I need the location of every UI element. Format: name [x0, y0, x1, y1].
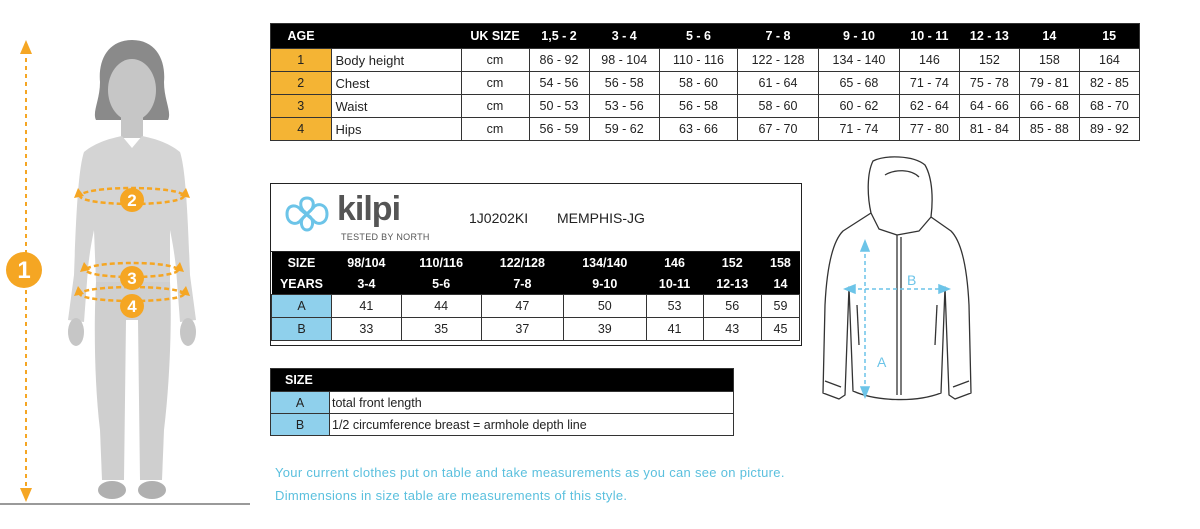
row-number: 2 — [271, 72, 332, 95]
measurement-legend-table — [270, 368, 734, 436]
product-model: MEMPHIS-JG — [557, 210, 645, 226]
marker-4-label: 4 — [127, 297, 137, 316]
cell: 98 - 104 — [589, 49, 659, 72]
cell: 56 - 59 — [529, 118, 589, 141]
cell: 47 — [481, 295, 563, 318]
row-number: 4 — [271, 118, 332, 141]
table-row — [272, 295, 800, 318]
cell: 62 - 64 — [899, 95, 959, 118]
cell: 71 - 74 — [818, 118, 899, 141]
cell: 50 — [564, 295, 646, 318]
size-col: 122/128 — [481, 252, 563, 273]
cell: 35 — [401, 318, 481, 341]
row-label: Hips — [331, 118, 461, 141]
size-col: 98/104 — [332, 252, 402, 273]
cell: 44 — [401, 295, 481, 318]
size-row — [272, 252, 800, 273]
cell: 64 - 66 — [959, 95, 1019, 118]
jacket-label-b: B — [907, 272, 917, 288]
cell: 85 - 88 — [1019, 118, 1079, 141]
cell: 71 - 74 — [899, 72, 959, 95]
header-col: 3 - 4 — [589, 24, 659, 49]
height-arrow-top — [20, 40, 32, 54]
marker-1-label: 1 — [17, 257, 31, 284]
header-col: 1,5 - 2 — [529, 24, 589, 49]
jacket-label-a: A — [877, 354, 887, 370]
cell: 75 - 78 — [959, 72, 1019, 95]
cell: 43 — [703, 318, 761, 341]
body-measurement-figure — [0, 20, 250, 510]
legend-label: B — [271, 414, 330, 436]
cell: 89 - 92 — [1079, 118, 1139, 141]
cell: 63 - 66 — [659, 118, 737, 141]
cell: 41 — [646, 318, 703, 341]
row-label: Body height — [331, 49, 461, 72]
size-col: 134/140 — [564, 252, 646, 273]
size-label: SIZE — [272, 252, 332, 273]
kilpi-knot-icon — [281, 194, 333, 234]
header-col: 10 - 11 — [899, 24, 959, 49]
size-col: 158 — [761, 252, 799, 273]
row-label: A — [272, 295, 332, 318]
size-col: 152 — [703, 252, 761, 273]
cell: 77 - 80 — [899, 118, 959, 141]
product-code: 1J0202KI — [469, 210, 529, 226]
cell: 39 — [564, 318, 646, 341]
row-unit: cm — [461, 95, 529, 118]
height-arrow-bottom — [20, 488, 32, 502]
cell: 110 - 116 — [659, 49, 737, 72]
cell: 158 — [1019, 49, 1079, 72]
table-row — [271, 49, 1140, 72]
cell: 61 - 64 — [738, 72, 819, 95]
body-size-table — [270, 23, 1140, 141]
brand-logo: kilpi — [337, 190, 401, 228]
cell: 86 - 92 — [529, 49, 589, 72]
legend-label: A — [271, 392, 330, 414]
years-col: 3-4 — [332, 273, 402, 295]
row-number: 1 — [271, 49, 332, 72]
cell: 82 - 85 — [1079, 72, 1139, 95]
marker-2-label: 2 — [127, 191, 137, 210]
note-line-1: Your current clothes put on table and take measurements as you can see on picture. — [275, 465, 785, 480]
years-label: YEARS — [272, 273, 332, 295]
cell: 146 — [899, 49, 959, 72]
cell: 59 - 62 — [589, 118, 659, 141]
table-row — [271, 72, 1140, 95]
header-uk-size: UK SIZE — [461, 24, 529, 49]
header-age: AGE — [271, 24, 332, 49]
cell: 58 - 60 — [659, 72, 737, 95]
legend-header-row — [271, 369, 734, 392]
cell: 56 — [703, 295, 761, 318]
cell: 50 - 53 — [529, 95, 589, 118]
header-col: 9 - 10 — [818, 24, 899, 49]
note-line-2: Dimmensions in size table are measurements of this style. — [275, 488, 628, 503]
row-label: B — [272, 318, 332, 341]
row-unit: cm — [461, 118, 529, 141]
years-col: 7-8 — [481, 273, 563, 295]
body-table-header-row — [271, 24, 1140, 49]
cell: 122 - 128 — [738, 49, 819, 72]
cell: 56 - 58 — [659, 95, 737, 118]
cell: 33 — [332, 318, 402, 341]
cell: 164 — [1079, 49, 1139, 72]
header-col: 5 - 6 — [659, 24, 737, 49]
table-row — [271, 118, 1140, 141]
cell: 56 - 58 — [589, 72, 659, 95]
cell: 59 — [761, 295, 799, 318]
cell: 134 - 140 — [818, 49, 899, 72]
row-number: 3 — [271, 95, 332, 118]
size-col: 146 — [646, 252, 703, 273]
table-row — [271, 414, 734, 436]
table-row — [271, 95, 1140, 118]
jacket-diagram — [815, 155, 980, 420]
marker-3-label: 3 — [127, 269, 137, 288]
cell: 54 - 56 — [529, 72, 589, 95]
cell: 65 - 68 — [818, 72, 899, 95]
years-col: 5-6 — [401, 273, 481, 295]
hood-outline — [868, 157, 932, 235]
cell: 58 - 60 — [738, 95, 819, 118]
row-label: Chest — [331, 72, 461, 95]
cell: 67 - 70 — [738, 118, 819, 141]
header-col: 12 - 13 — [959, 24, 1019, 49]
years-col: 12-13 — [703, 273, 761, 295]
header-col: 15 — [1079, 24, 1139, 49]
brand-tagline: TESTED BY NORTH — [341, 232, 430, 242]
cell: 81 - 84 — [959, 118, 1019, 141]
table-row — [271, 392, 734, 414]
cell: 53 - 56 — [589, 95, 659, 118]
legend-desc: total front length — [330, 392, 734, 414]
cell: 37 — [481, 318, 563, 341]
cell: 41 — [332, 295, 402, 318]
years-col: 9-10 — [564, 273, 646, 295]
years-col: 14 — [761, 273, 799, 295]
size-col: 110/116 — [401, 252, 481, 273]
cell: 79 - 81 — [1019, 72, 1079, 95]
cell: 53 — [646, 295, 703, 318]
cell: 152 — [959, 49, 1019, 72]
cell: 66 - 68 — [1019, 95, 1079, 118]
header-col: 7 - 8 — [738, 24, 819, 49]
row-unit: cm — [461, 49, 529, 72]
table-row — [272, 318, 800, 341]
row-label: Waist — [331, 95, 461, 118]
head-shape — [108, 59, 156, 121]
years-col: 10-11 — [646, 273, 703, 295]
legend-header: SIZE — [271, 369, 734, 392]
product-header — [271, 184, 800, 252]
cell: 68 - 70 — [1079, 95, 1139, 118]
cell: 60 - 62 — [818, 95, 899, 118]
cell: 45 — [761, 318, 799, 341]
legend-desc: 1/2 circumference breast = armhole depth line — [330, 414, 734, 436]
header-col: 14 — [1019, 24, 1079, 49]
product-size-table — [270, 183, 802, 346]
row-unit: cm — [461, 72, 529, 95]
years-row — [272, 273, 800, 295]
